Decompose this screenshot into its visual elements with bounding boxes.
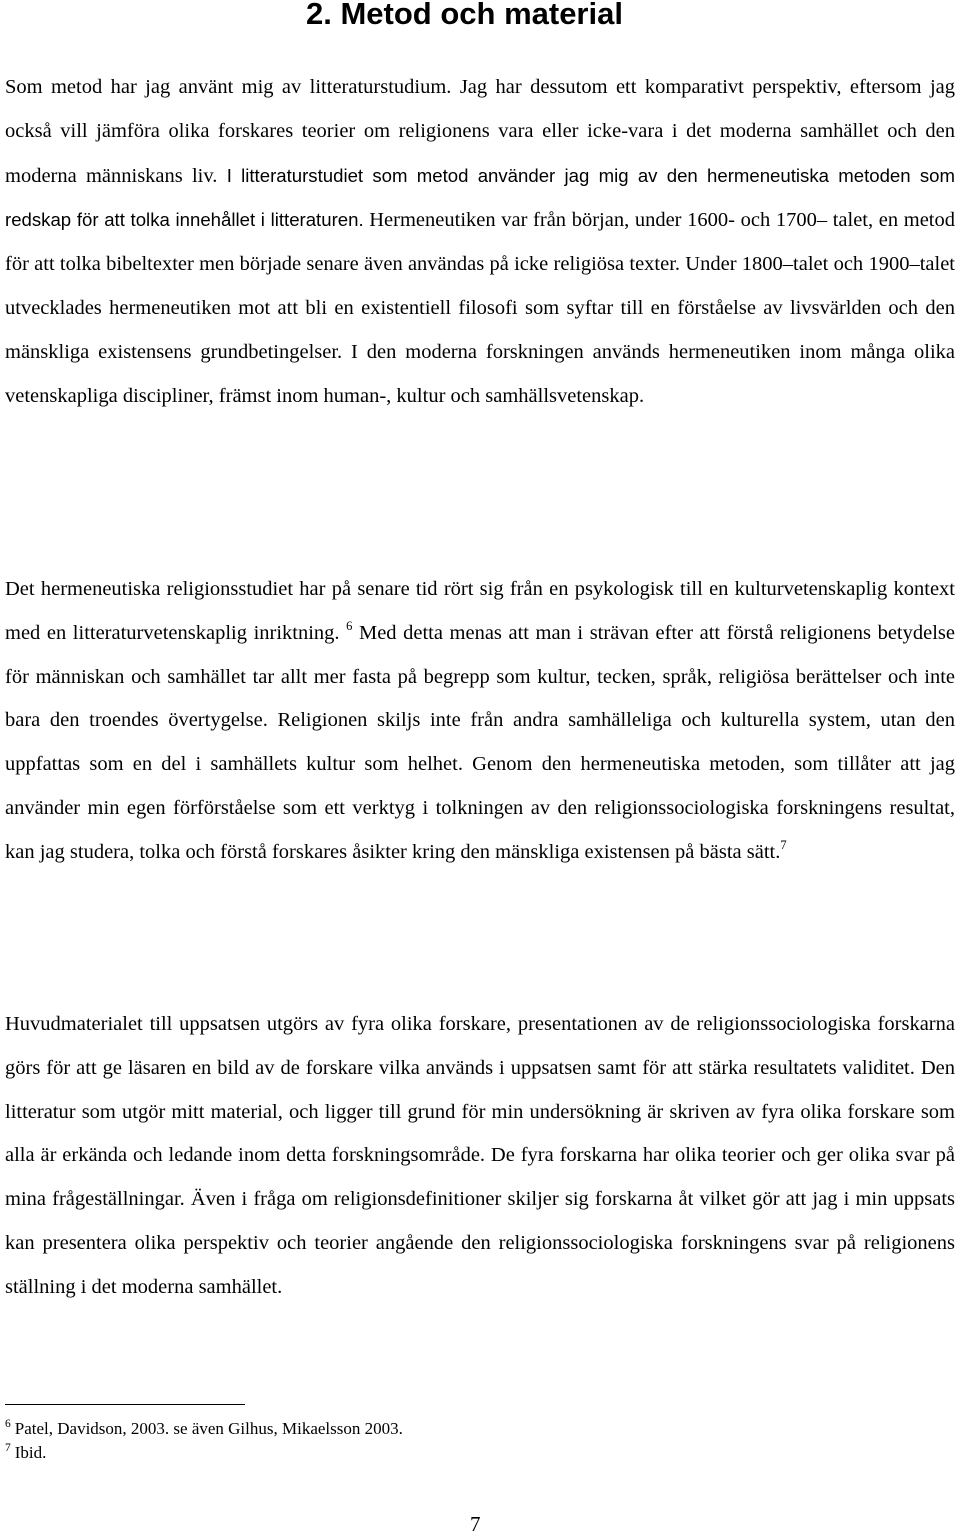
paragraph-material [5,1003,955,1310]
paragraph-method-text-2: I litteraturstudiet som metod använder jag mig av den hermeneutiska metoden som redskap för att tolka innehållet i litteraturen. [5,164,956,231]
footnote-reference-6[interactable]: 6 [346,618,353,633]
footnote-7 [5,1442,46,1464]
paragraph-hermeneutics-text-2: Med detta menas att man i strävan efter att förstå religionens betydelse för människan och samhället tar allt mer fasta på begrepp som kultur, tecken, språk, religiösa berättelser och inte bara den troendes övertygelse. Religionen skiljs inte från andra samhälleliga och kulturella system, utan den uppfattas som en del i samhällets kultur som helhet. Genom den hermeneutiska metoden, som tillåter att jag använder min egen förförståelse som ett verktyg i tolkningen av den religionssociologiska forskningens resultat, kan jag studera, tolka och förstå forskares åsikter kring den mänskliga existensen på bästa sätt. [5,621,955,863]
footnote-text: Ibid. [14,1443,47,1462]
footnote-text: Patel, Davidson, 2003. se även Gilhus, Mikaelsson 2003. [14,1419,403,1438]
paragraph-hermeneutics-text-1: Det hermeneutiska religionsstudiet har på senare tid rört sig från en psykologisk till en kulturvetenskaplig kontext med en litteraturvetenskaplig inriktning. [5,578,955,644]
footnote-reference-7[interactable]: 7 [780,837,787,852]
paragraph-method-text-4: Under 1800–talet och 1900–talet utvecklades hermeneutiken mot att bli en existentiell filosofi som syftar till en förståelse av livsvärlden och den mänskliga existensens grundbetingelser. I den moderna forskningen används hermeneutiken inom många olika vetenskapliga discipliner, främst inom human-, kultur och samhällsvetenskap. [5,253,955,407]
paragraph-method-text-3: Hermeneutiken var från början, under 1600- och 1700– talet, en metod för att tolka bibeltexter men började senare även användas på icke religiösa texter. [5,209,955,276]
footnote-number: 7 [5,1442,11,1454]
paragraph-material-text-1: Huvudmaterialet till uppsatsen utgörs av fyra olika forskare, presentationen av de religionssociologiska forskarna görs för att ge läsaren en bild av de forskare vilka används i uppsatsen samt för att stärka resultatets validitet. Den litteratur som utgör mitt material, och ligger till grund för min undersökning är skriven av fyra olika forskare som alla är erkända och ledande inom detta forskningsområde. De fyra forskarna har olika teorier och ger olika svar på mina frågeställningar. Även i fråga om religionsdefinitioner skiljer sig forskarna åt vilket gör att jag i min uppsats kan presentera olika perspektiv och teorier angående den religionssociologiska forskningens svar på religionens ställning i det moderna samhället. [5,1013,955,1298]
footnote-6 [5,1418,403,1440]
paragraph-method-text-1: Som metod har jag använt mig av litteraturstudium. Jag har dessutom ett komparativt perspektiv, eftersom jag också vill jämföra olika forskares teorier om religionens vara eller icke-vara i det moderna samhället och den moderna människans liv. [5,76,955,187]
paragraph-hermeneutics [5,568,955,875]
footnote-number: 6 [5,1418,11,1430]
footnote-divider [5,1404,245,1405]
paragraph-method [5,66,955,418]
section-heading: 2. Metod och material [306,0,623,31]
page-number: 7 [470,1512,481,1536]
